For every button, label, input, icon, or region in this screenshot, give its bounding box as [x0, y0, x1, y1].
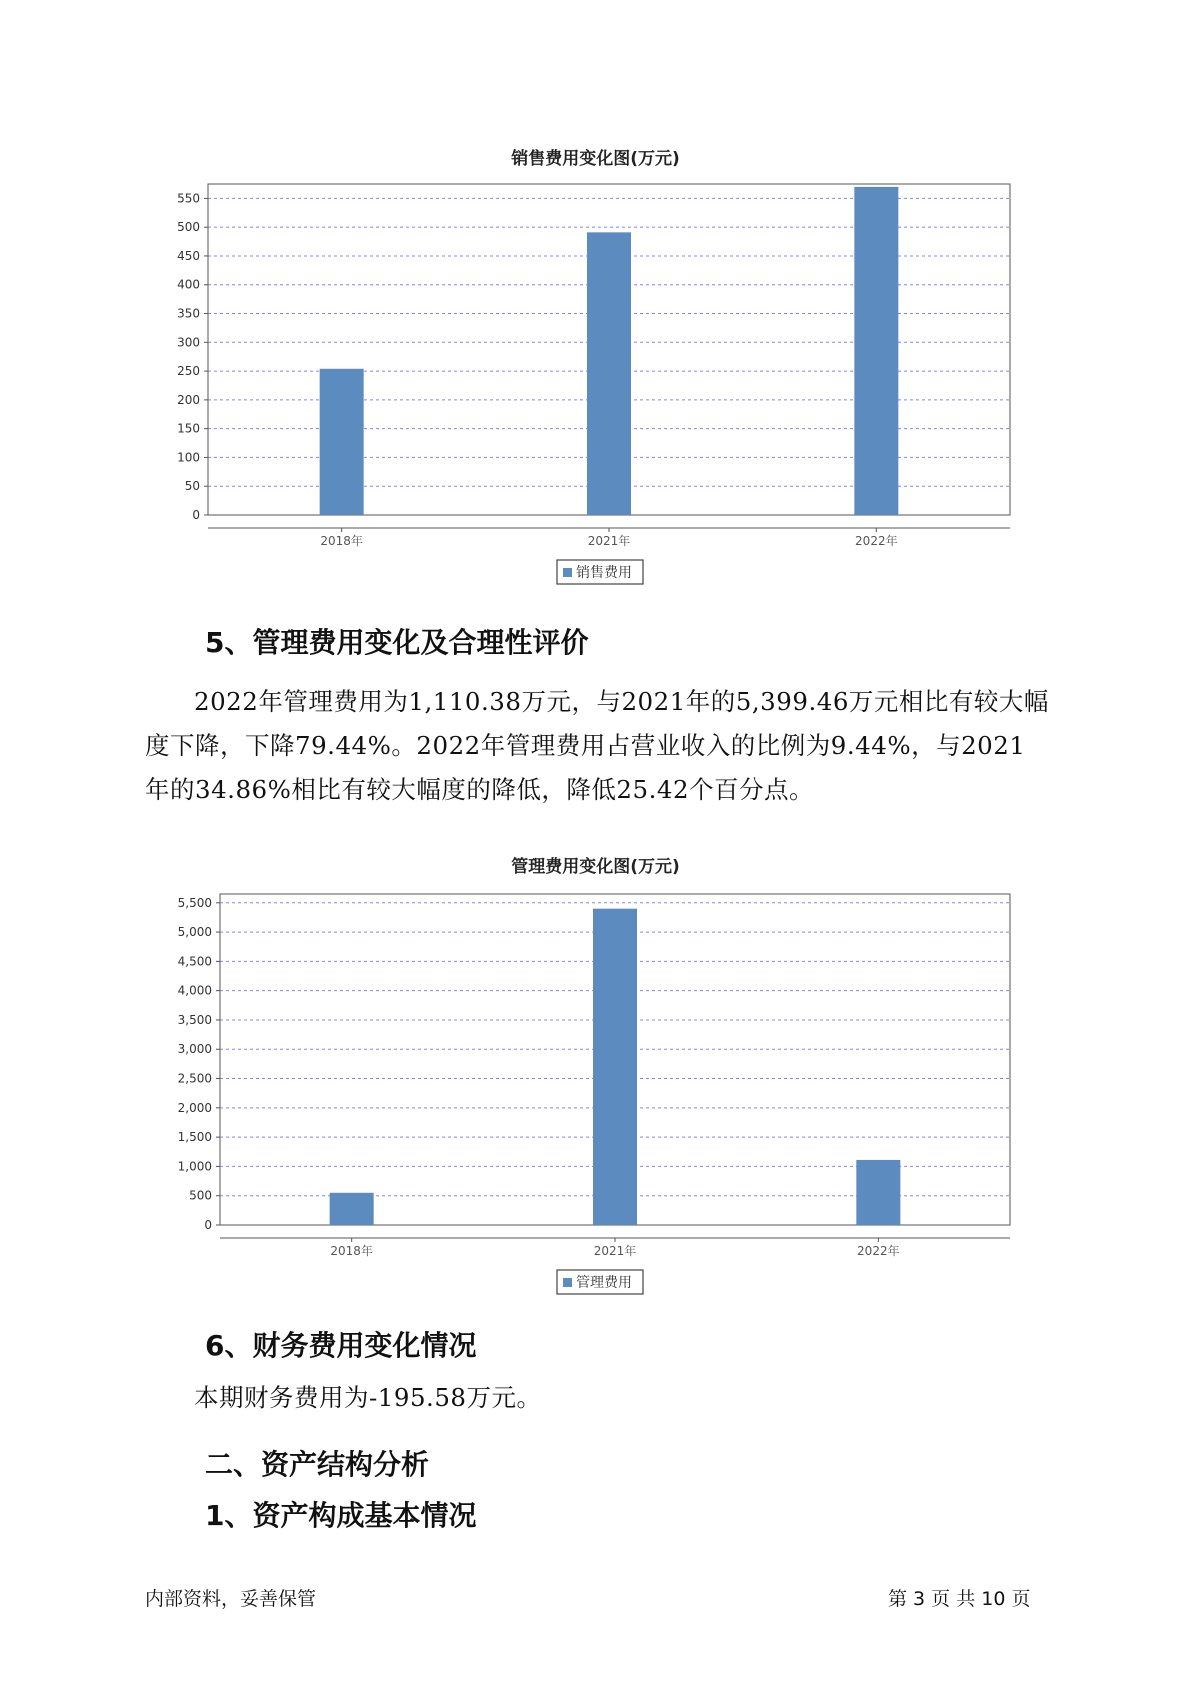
- bar: [330, 1193, 374, 1225]
- bar: [587, 232, 631, 515]
- y-tick-label: 4,000: [177, 983, 212, 998]
- y-tick-label: 0: [204, 1218, 212, 1232]
- x-tick-label: 2021年: [593, 1244, 637, 1258]
- section-heading-finance-expense: 6、财务费用变化情况: [205, 1329, 477, 1362]
- bar: [320, 369, 364, 515]
- legend-swatch: [563, 1278, 572, 1287]
- bar: [856, 1160, 900, 1225]
- bar: [593, 909, 637, 1225]
- y-tick-label: 550: [177, 191, 200, 206]
- y-tick-label: 500: [189, 1188, 212, 1203]
- legend-label: 管理费用: [576, 1275, 632, 1291]
- y-tick-label: 350: [177, 306, 200, 321]
- y-tick-label: 500: [177, 220, 200, 235]
- finance-expense-paragraph: 本期财务费用为-195.58万元。: [194, 1383, 542, 1412]
- admin-expense-paragraph: 2022年管理费用为1,110.38万元，与2021年的5,399.46万元相比有较大幅度下降，下降79.44%。2022年管理费用占营业收入的比例为9.44%，与2021年的34.86%相比有较大幅度的降低，降低25.42个百分点。: [145, 687, 1049, 804]
- section-heading-asset-structure: 二、资产结构分析: [205, 1448, 430, 1481]
- x-tick-label: 2021年: [587, 534, 631, 548]
- y-tick-label: 1,000: [177, 1159, 212, 1174]
- y-tick-label: 250: [177, 364, 200, 379]
- chart-title-admin-expense: 管理费用变化图(万元): [511, 857, 680, 877]
- y-tick-label: 100: [177, 450, 200, 465]
- y-tick-label: 450: [177, 248, 200, 263]
- legend: [557, 560, 643, 584]
- y-tick-label: 300: [177, 335, 200, 350]
- legend-label: 销售费用: [576, 565, 632, 581]
- y-tick-label: 150: [177, 421, 200, 436]
- section-heading-admin-expense: 5、管理费用变化及合理性评价: [205, 626, 589, 659]
- legend: [557, 1270, 643, 1294]
- sales-expense-chart: [0, 170, 1191, 590]
- footer-confidential-note: 内部资料，妥善保管: [145, 1588, 317, 1610]
- section-heading-asset-composition: 1、资产构成基本情况: [205, 1499, 477, 1532]
- y-tick-label: 400: [177, 277, 200, 292]
- admin-expense-chart: [0, 880, 1191, 1300]
- y-tick-label: 5,000: [177, 925, 212, 940]
- footer-page-number: 第 3 页 共 10 页: [888, 1588, 1031, 1610]
- x-tick-label: 2018年: [330, 1244, 373, 1258]
- y-tick-label: 2,500: [177, 1071, 212, 1086]
- y-tick-label: 0: [192, 508, 200, 522]
- y-tick-label: 200: [177, 392, 200, 407]
- legend-swatch: [563, 568, 572, 577]
- x-tick-label: 2022年: [857, 1244, 900, 1258]
- y-tick-label: 5,500: [177, 895, 212, 910]
- y-tick-label: 3,000: [177, 1042, 212, 1057]
- y-tick-label: 2,000: [177, 1100, 212, 1115]
- chart-title-sales-expense: 销售费用变化图(万元): [511, 149, 680, 169]
- x-tick-label: 2018年: [320, 534, 363, 548]
- y-tick-label: 1,500: [177, 1130, 212, 1145]
- y-tick-label: 3,500: [177, 1012, 212, 1027]
- bar: [854, 187, 898, 515]
- y-tick-label: 50: [184, 479, 200, 494]
- y-tick-label: 4,500: [177, 954, 212, 969]
- x-tick-label: 2022年: [855, 534, 898, 548]
